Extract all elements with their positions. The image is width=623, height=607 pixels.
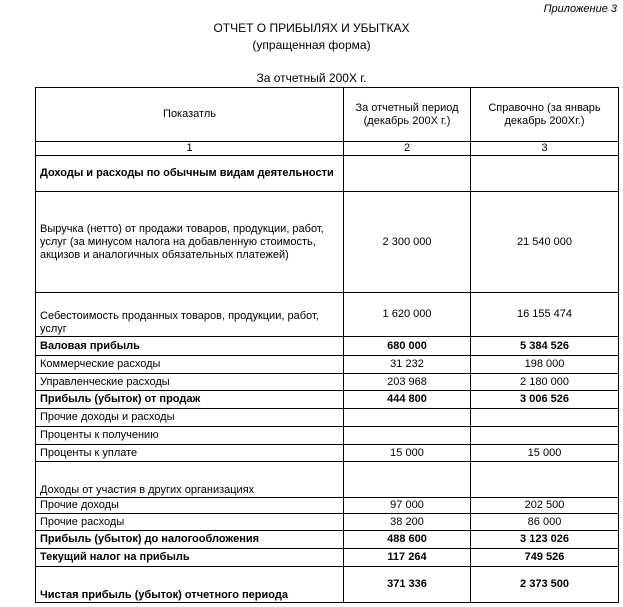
column-number-row (36, 142, 619, 156)
row-label: Доходы от участия в других организациях (36, 462, 344, 498)
row-value-reference: 86 000 (471, 514, 619, 531)
table-row (36, 445, 619, 462)
report-period: За отчетный 200X г. (256, 71, 367, 85)
table-row (36, 531, 619, 549)
table-row (36, 356, 619, 374)
row-value-period (344, 427, 471, 445)
row-value-reference: 21 540 000 (471, 192, 619, 293)
row-label: Текущий налог на прибыль (36, 549, 344, 567)
table-row (36, 462, 619, 498)
income-statement-table (35, 87, 619, 603)
column-header-reporting-period: За отчетный период (декабрь 200X г.) (344, 88, 471, 142)
row-value-period (344, 462, 471, 498)
row-value-reference: 2 373 500 (471, 567, 619, 603)
row-label: Прибыль (убыток) до налогообложения (36, 531, 344, 549)
row-value-period: 117 264 (344, 549, 471, 567)
column-header-reference: Справочно (за январь декабрь 200Xг.) (471, 88, 619, 142)
table-row (36, 409, 619, 427)
row-label: Проценты к уплате (36, 445, 344, 462)
row-label: Выручка (нетто) от продажи товаров, продукции, работ, услуг (за минусом налога на добавленную стоимость, акцизов и аналогичных обязательных платежей) (36, 192, 344, 293)
row-value-period: 203 968 (344, 374, 471, 391)
row-value-period: 1 620 000 (344, 293, 471, 337)
table-row (36, 156, 619, 192)
row-value-period: 38 200 (344, 514, 471, 531)
row-value-reference (471, 462, 619, 498)
table-row (36, 391, 619, 409)
row-value-reference: 202 500 (471, 498, 619, 514)
table-row (36, 293, 619, 337)
row-label: Коммерческие расходы (36, 356, 344, 374)
row-value-reference: 5 384 526 (471, 337, 619, 356)
row-value-period: 488 600 (344, 531, 471, 549)
report-title: ОТЧЕТ О ПРИБЫЛЯХ И УБЫТКАХ (213, 21, 410, 35)
row-label: Прибыль (убыток) от продаж (36, 391, 344, 409)
row-label: Доходы и расходы по обычным видам деятельности (36, 156, 344, 192)
table-row (36, 337, 619, 356)
report-subtitle: (упращенная форма) (252, 38, 371, 52)
table-row (36, 567, 619, 603)
row-value-reference: 3 123 026 (471, 531, 619, 549)
table-row (36, 514, 619, 531)
row-value-reference: 15 000 (471, 445, 619, 462)
row-value-reference (471, 409, 619, 427)
row-label: Прочие доходы (36, 498, 344, 514)
table-header-row (36, 88, 619, 142)
row-label: Прочие доходы и расходы (36, 409, 344, 427)
row-label: Проценты к получению (36, 427, 344, 445)
row-value-reference (471, 427, 619, 445)
row-value-reference: 3 006 526 (471, 391, 619, 409)
table-row (36, 549, 619, 567)
row-value-period: 2 300 000 (344, 192, 471, 293)
table-row (36, 498, 619, 514)
table-row (36, 427, 619, 445)
row-label: Себестоимость проданных товаров, продукции, работ, услуг (36, 293, 344, 337)
row-label: Валовая прибыль (36, 337, 344, 356)
row-value-reference: 198 000 (471, 356, 619, 374)
row-value-period (344, 156, 471, 192)
table-row (36, 374, 619, 391)
row-value-period: 680 000 (344, 337, 471, 356)
row-value-period: 371 336 (344, 567, 471, 603)
column-header-indicator: Показатль (36, 88, 344, 142)
row-label: Чистая прибыль (убыток) отчетного периода (36, 567, 344, 603)
appendix-note: Приложение 3 (543, 3, 617, 15)
column-number: 1 (36, 142, 344, 156)
row-value-reference (471, 156, 619, 192)
table-row (36, 192, 619, 293)
row-value-period: 15 000 (344, 445, 471, 462)
row-label: Прочие расходы (36, 514, 344, 531)
row-value-reference: 749 526 (471, 549, 619, 567)
row-value-period: 31 232 (344, 356, 471, 374)
column-number: 3 (471, 142, 619, 156)
row-value-reference: 16 155 474 (471, 293, 619, 337)
row-value-period: 444 800 (344, 391, 471, 409)
row-value-period (344, 409, 471, 427)
column-number: 2 (344, 142, 471, 156)
row-label: Управленческие расходы (36, 374, 344, 391)
row-value-reference: 2 180 000 (471, 374, 619, 391)
row-value-period: 97 000 (344, 498, 471, 514)
